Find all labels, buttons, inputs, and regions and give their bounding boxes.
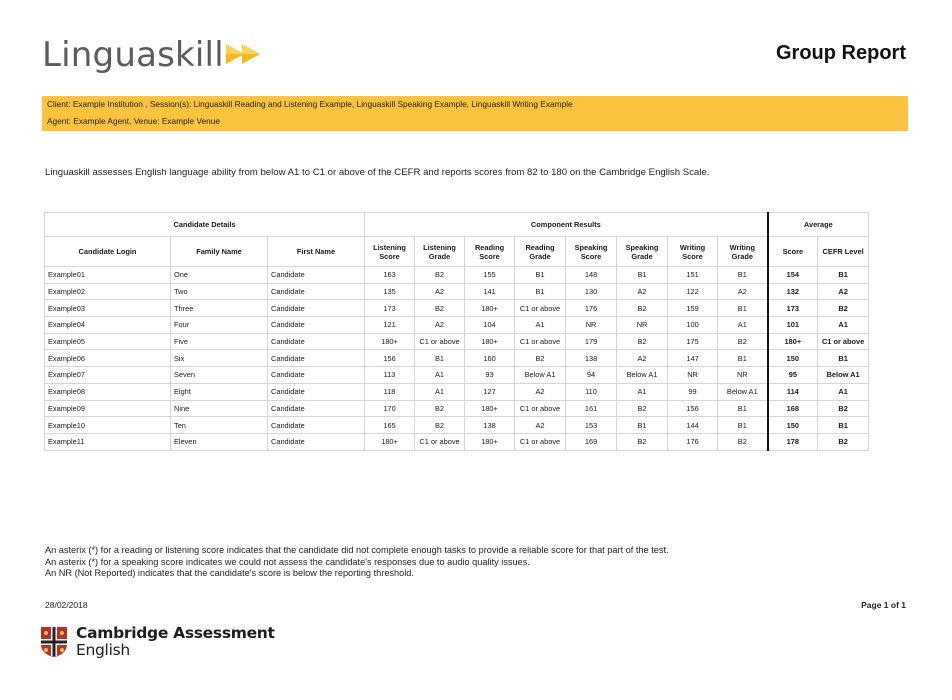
cell-family-name: Four [171,317,268,334]
table-row [45,367,869,384]
cell-reading-grade: C1 or above [515,333,566,350]
cell-writing-score: 151 [668,267,718,284]
cell-speaking-grade: A2 [617,283,668,300]
cell-first-name: Candidate [268,417,365,434]
logo-text: Linguaskill [42,35,224,75]
cell-speaking-grade: NR [617,317,668,334]
page-number: Page 1 of 1 [861,600,906,610]
column-header-writing-grade: Writing Grade [718,237,768,267]
cell-average-score: 154 [768,267,818,284]
cell-reading-score: 127 [465,383,515,400]
report-date: 28/02/2018 [45,600,88,610]
cell-writing-grade: B2 [718,333,768,350]
cell-writing-grade: B1 [718,350,768,367]
cell-writing-score: 175 [668,333,718,350]
cell-reading-grade: B1 [515,283,566,300]
cell-speaking-score: 138 [566,350,617,367]
group-header-component-results: Component Results [365,213,768,237]
cell-login: Example11 [45,433,171,450]
cell-speaking-grade: A1 [617,383,668,400]
cell-writing-grade: B1 [718,267,768,284]
cell-listening-score: 170 [365,400,415,417]
table-body [45,267,869,451]
cell-first-name: Candidate [268,283,365,300]
table-row [45,433,869,450]
cell-listening-grade: B2 [415,267,465,284]
note-reading-listening: An asterix (*) for a reading or listening score indicates that the candidate did not complete enough tasks to provide a reliable score for that part of the test. [45,545,669,555]
cell-reading-grade: C1 or above [515,300,566,317]
cell-family-name: Nine [171,400,268,417]
session-banner [42,96,908,131]
cell-first-name: Candidate [268,300,365,317]
cell-cefr-level: B2 [818,400,869,417]
column-header-speaking-score: Speaking Score [566,237,617,267]
cell-listening-score: 180+ [365,433,415,450]
report-title: Group Report [776,42,906,64]
cell-cefr-level: A1 [818,383,869,400]
linguaskill-logo [42,35,262,75]
column-header-reading-grade: Reading Grade [515,237,566,267]
cell-cefr-level: B2 [818,433,869,450]
cell-family-name: Two [171,283,268,300]
cell-login: Example10 [45,417,171,434]
cell-first-name: Candidate [268,367,365,384]
org-name-line1: Cambridge Assessment [76,624,275,642]
cell-login: Example02 [45,283,171,300]
cell-cefr-level: B2 [818,300,869,317]
cell-speaking-grade: Below A1 [617,367,668,384]
cell-reading-grade: A1 [515,317,566,334]
cell-first-name: Candidate [268,267,365,284]
cell-first-name: Candidate [268,383,365,400]
cell-writing-grade: A2 [718,283,768,300]
column-header-average-score: Score [768,237,818,267]
cell-listening-score: 165 [365,417,415,434]
cell-writing-grade: B1 [718,400,768,417]
note-speaking: An asterix (*) for a speaking score indicates we could not assess the candidate's responses due to audio quality issues. [45,556,530,567]
cell-reading-score: 155 [465,267,515,284]
column-header-listening-grade: Listening Grade [415,237,465,267]
cell-login: Example07 [45,367,171,384]
cell-first-name: Candidate [268,350,365,367]
table-row [45,317,869,334]
cell-listening-score: 180+ [365,333,415,350]
cell-login: Example03 [45,300,171,317]
cell-speaking-score: 148 [566,267,617,284]
cell-first-name: Candidate [268,333,365,350]
cell-reading-score: 93 [465,367,515,384]
cell-writing-score: NR [668,367,718,384]
cell-listening-score: 121 [365,317,415,334]
cell-writing-score: 156 [668,400,718,417]
cell-reading-grade: B1 [515,267,566,284]
cambridge-assessment-logo [40,625,275,659]
note-not-reported: An NR (Not Reported) indicates that the candidate's score is below the reporting threshold. [45,568,414,578]
cell-reading-grade: A2 [515,417,566,434]
cell-cefr-level: B1 [818,417,869,434]
cell-family-name: Five [171,333,268,350]
cell-listening-score: 163 [365,267,415,284]
cell-average-score: 95 [768,367,818,384]
double-arrow-icon [226,44,262,64]
banner-agent-line: Agent: Example Agent, Venue: Example Venue [47,116,220,126]
column-header-reading-score: Reading Score [465,237,515,267]
cell-average-score: 173 [768,300,818,317]
column-header-row [45,237,869,267]
group-header-row [45,213,869,237]
cell-listening-grade: A2 [415,317,465,334]
cell-first-name: Candidate [268,400,365,417]
cell-listening-grade: C1 or above [415,433,465,450]
cell-reading-grade: C1 or above [515,433,566,450]
results-table [44,212,869,451]
cell-speaking-grade: B2 [617,433,668,450]
cell-login: Example01 [45,267,171,284]
cell-speaking-grade: B2 [617,300,668,317]
cell-listening-grade: B1 [415,350,465,367]
group-header-candidate-details: Candidate Details [45,213,365,237]
cell-login: Example08 [45,383,171,400]
column-header-listening-score: Listening Score [365,237,415,267]
cell-writing-grade: Below A1 [718,383,768,400]
cell-average-score: 101 [768,317,818,334]
cell-family-name: Eleven [171,433,268,450]
cell-listening-grade: A2 [415,283,465,300]
cell-writing-score: 176 [668,433,718,450]
cell-cefr-level: B1 [818,267,869,284]
cell-family-name: Six [171,350,268,367]
cell-reading-score: 160 [465,350,515,367]
table-row [45,400,869,417]
table-row [45,350,869,367]
cell-writing-grade: A1 [718,317,768,334]
cell-listening-grade: B2 [415,400,465,417]
table-row [45,333,869,350]
cell-reading-score: 138 [465,417,515,434]
cell-reading-score: 104 [465,317,515,334]
cell-speaking-grade: B2 [617,333,668,350]
cell-speaking-grade: B1 [617,417,668,434]
cell-writing-score: 144 [668,417,718,434]
cell-writing-score: 147 [668,350,718,367]
cell-speaking-score: 110 [566,383,617,400]
cell-login: Example04 [45,317,171,334]
cell-speaking-score: 176 [566,300,617,317]
cell-speaking-score: NR [566,317,617,334]
cell-listening-score: 118 [365,383,415,400]
cell-reading-score: 180+ [465,333,515,350]
cell-listening-grade: A1 [415,383,465,400]
column-header-family-name: Family Name [171,237,268,267]
column-header-login: Candidate Login [45,237,171,267]
table-row [45,417,869,434]
cell-speaking-score: 179 [566,333,617,350]
cell-first-name: Candidate [268,433,365,450]
cell-listening-grade: B2 [415,300,465,317]
cell-reading-score: 180+ [465,400,515,417]
cell-listening-score: 156 [365,350,415,367]
cell-writing-score: 100 [668,317,718,334]
cell-reading-grade: C1 or above [515,400,566,417]
cell-cefr-level: B1 [818,350,869,367]
cell-cefr-level: A2 [818,283,869,300]
cell-cefr-level: C1 or above [818,333,869,350]
cell-average-score: 168 [768,400,818,417]
cell-reading-score: 180+ [465,300,515,317]
cell-family-name: Seven [171,367,268,384]
cambridge-shield-icon [40,626,68,658]
cell-reading-score: 141 [465,283,515,300]
table-row [45,267,869,284]
cell-family-name: Three [171,300,268,317]
notes [45,545,669,580]
cell-writing-score: 159 [668,300,718,317]
cell-speaking-score: 94 [566,367,617,384]
cell-speaking-grade: B2 [617,400,668,417]
cell-family-name: One [171,267,268,284]
cell-writing-grade: B2 [718,433,768,450]
cell-cefr-level: Below A1 [818,367,869,384]
cell-listening-grade: B2 [415,417,465,434]
cell-speaking-score: 161 [566,400,617,417]
cell-reading-score: 180+ [465,433,515,450]
intro-text: Linguaskill assesses English language ability from below A1 to C1 or above of the CEFR and reports scores from 82 to 180 on the Cambridge English Scale. [45,167,710,178]
cell-speaking-grade: B1 [617,267,668,284]
cell-writing-grade: B1 [718,300,768,317]
column-header-writing-score: Writing Score [668,237,718,267]
cell-speaking-score: 130 [566,283,617,300]
cell-writing-score: 122 [668,283,718,300]
cell-writing-grade: NR [718,367,768,384]
cell-listening-score: 135 [365,283,415,300]
cell-listening-grade: A1 [415,367,465,384]
cell-login: Example05 [45,333,171,350]
cell-speaking-grade: A2 [617,350,668,367]
cell-listening-score: 173 [365,300,415,317]
table-row [45,300,869,317]
cell-reading-grade: B2 [515,350,566,367]
column-header-first-name: First Name [268,237,365,267]
cell-first-name: Candidate [268,317,365,334]
cell-average-score: 150 [768,417,818,434]
cell-average-score: 114 [768,383,818,400]
org-name-line2: English [76,641,130,659]
cell-average-score: 150 [768,350,818,367]
cell-writing-grade: B1 [718,417,768,434]
cell-listening-score: 113 [365,367,415,384]
cell-listening-grade: C1 or above [415,333,465,350]
column-header-cefr-level: CEFR Level [818,237,869,267]
column-header-speaking-grade: Speaking Grade [617,237,668,267]
cell-average-score: 178 [768,433,818,450]
cell-speaking-score: 169 [566,433,617,450]
cell-login: Example06 [45,350,171,367]
cell-cefr-level: A1 [818,317,869,334]
banner-client-line: Client: Example Institution , Session(s): Linguaskill Reading and Listening Example, Linguaskill Speaking Example, Linguaskill Writing Example [47,99,573,109]
cell-writing-score: 99 [668,383,718,400]
table-row [45,283,869,300]
group-header-average: Average [768,213,869,237]
cell-average-score: 132 [768,283,818,300]
cell-family-name: Ten [171,417,268,434]
cell-reading-grade: A2 [515,383,566,400]
cell-reading-grade: Below A1 [515,367,566,384]
table-row [45,383,869,400]
cell-speaking-score: 153 [566,417,617,434]
cell-average-score: 180+ [768,333,818,350]
cell-family-name: Eight [171,383,268,400]
cell-login: Example09 [45,400,171,417]
